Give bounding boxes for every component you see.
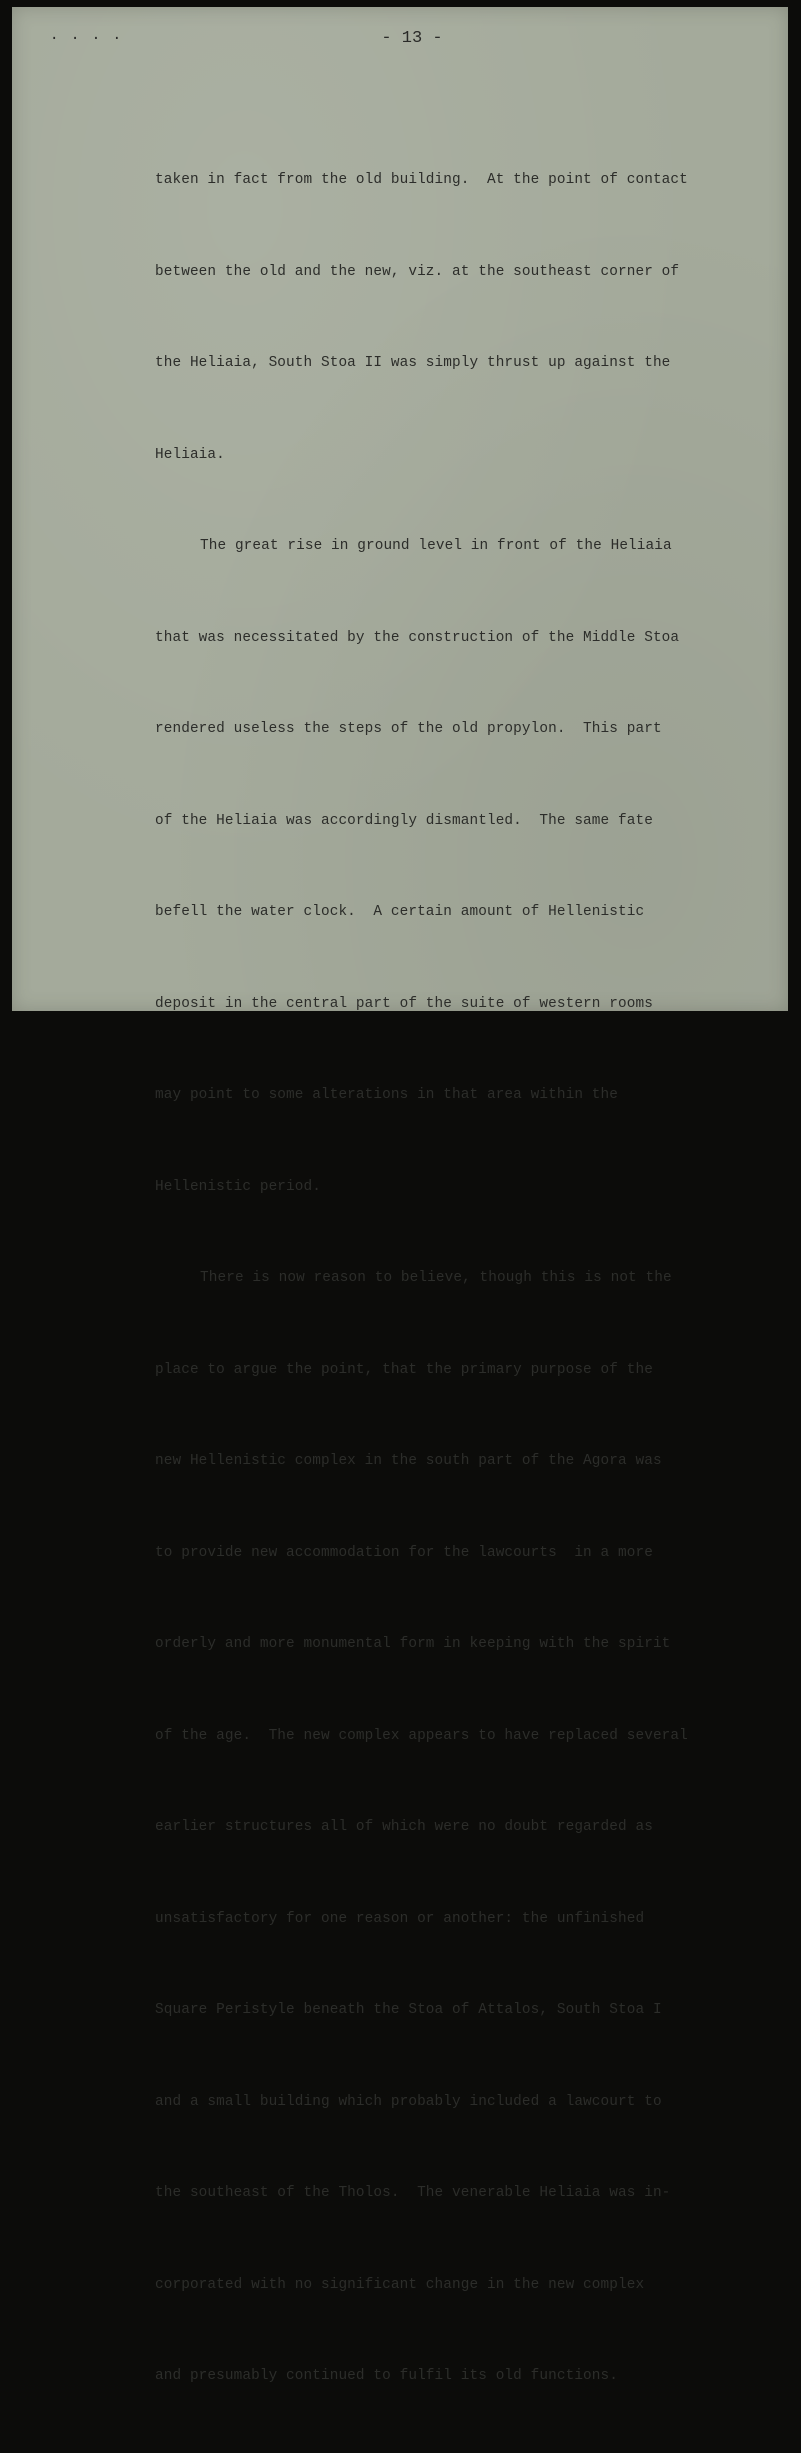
paragraph-start-line: The great rise in ground level in front of the Heliaia	[200, 538, 672, 554]
text-line: earlier structures all of which were no doubt regarded as	[155, 1819, 653, 1835]
text-line: the southeast of the Tholos. The venerable Heliaia was in-	[155, 2185, 671, 2201]
text-line: taken in fact from the old building. At the point of contact	[155, 172, 688, 188]
text-line: and presumably continued to fulfil its old functions.	[155, 2368, 618, 2384]
text-line: orderly and more monumental form in keeping with the spirit	[155, 1636, 671, 1652]
text-line: rendered useless the steps of the old propylon. This part	[155, 721, 662, 737]
text-line: to provide new accommodation for the lawcourts in a more	[155, 1544, 653, 1561]
text-line: and a small building which probably included a lawcourt to	[155, 2093, 662, 2110]
margin-marks: . . . .	[50, 27, 124, 43]
body-text	[155, 104, 755, 2453]
text-line: corporated with no significant change in the new complex	[155, 2276, 645, 2293]
text-line: of the age. The new complex appears to have replaced several	[155, 1727, 688, 1744]
text-line: Square Peristyle beneath the Stoa of Attalos, South Stoa I	[155, 2002, 662, 2018]
text-line: befell the water clock. A certain amount of Hellenistic	[155, 904, 645, 920]
text-line: new Hellenistic complex in the south part of the Agora was	[155, 1453, 662, 1469]
text-line: unsatisfactory for one reason or another: the unfinished	[155, 1910, 645, 1927]
page-number: - 13 -	[381, 29, 443, 48]
text-line: of the Heliaia was accordingly dismantled. The same fate	[155, 812, 653, 829]
text-line: the Heliaia, South Stoa II was simply thrust up against the	[155, 355, 671, 371]
text-line: Hellenistic period.	[155, 1178, 321, 1195]
text-line: place to argue the point, that the primary purpose of the	[155, 1361, 653, 1378]
text-line: that was necessitated by the construction of the Middle Stoa	[155, 629, 680, 646]
typewritten-sheet	[12, 7, 788, 2384]
text-line: may point to some alterations in that area within the	[155, 1087, 618, 1103]
text-line: between the old and the new, viz. at the southeast corner of	[155, 263, 680, 280]
text-line: deposit in the central part of the suite of western rooms	[155, 995, 653, 1012]
paragraph-start-line: There is now reason to believe, though this is not the	[200, 1270, 672, 1286]
text-line: Heliaia.	[155, 446, 225, 463]
